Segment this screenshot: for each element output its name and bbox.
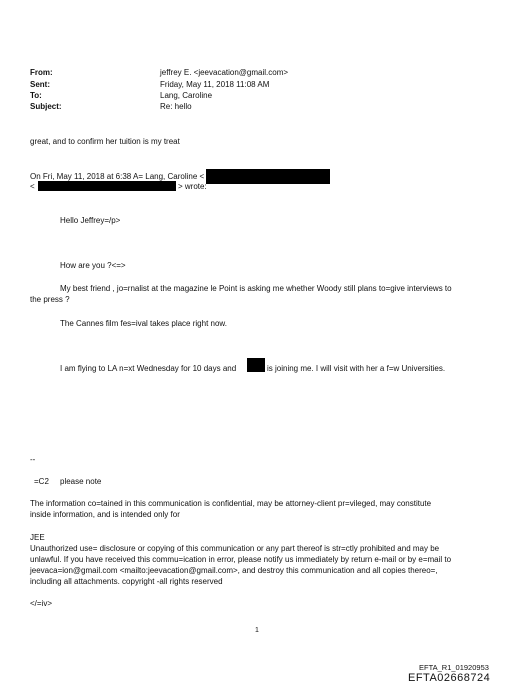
to-value: Lang, Caroline <box>160 91 213 100</box>
bates-number-small: EFTA_R1_01920953 <box>419 663 489 672</box>
quote-intro-line-1: On Fri, May 11, 2018 at 6:38 A= Lang, Caroline < <box>30 172 205 181</box>
to-label: To: <box>30 91 42 100</box>
confidential-line-2: inside information, and is intended only for <box>30 510 180 519</box>
unauthorized-line-2: unlawful. If you have received this commu=ication in error, please notify us immediately by return e-mail or by e=mail to <box>30 555 452 564</box>
subject-label: Subject: <box>30 102 62 111</box>
how-are-you-line: How are you ?<=> <box>60 261 126 270</box>
quote-intro-line-2-end: > wrote: <box>178 182 207 191</box>
redaction-email-2 <box>38 181 176 191</box>
unauthorized-line-4: including all attachments. copyright -all rights reserved <box>30 577 223 586</box>
quote-intro-line-2-start: < <box>30 182 35 191</box>
closing-tag: </=iv> <box>30 599 53 608</box>
from-label: From: <box>30 68 53 77</box>
sent-value: Friday, May 11, 2018 11:08 AM <box>160 80 270 89</box>
sent-label: Sent: <box>30 80 50 89</box>
flying-line-end: is joining me. I will visit with her a f=w Universities. <box>267 364 446 373</box>
please-note: please note <box>60 477 102 486</box>
jee-line: JEE <box>30 533 45 542</box>
reply-line: great, and to confirm her tuition is my treat <box>30 137 180 146</box>
bates-number-large: EFTA02668724 <box>408 672 491 684</box>
greeting: Hello Jeffrey=/p> <box>60 216 121 225</box>
redaction-name <box>247 358 265 372</box>
friend-line-1: My best friend , jo=rnalist at the magazine le Point is asking me whether Woody still plans to=give interviews to <box>60 284 452 293</box>
cannes-line: The Cannes film fes=ival takes place right now. <box>60 319 227 328</box>
redaction-email-1 <box>206 169 330 184</box>
signature-dashes: -- <box>30 455 36 464</box>
page-number: 1 <box>255 627 259 634</box>
from-value: jeffrey E. <jeevacation@gmail.com> <box>160 68 289 77</box>
subject-value: Re: hello <box>160 102 192 111</box>
friend-line-2: the press ? <box>30 295 70 304</box>
c2-code: =C2 <box>34 477 49 486</box>
unauthorized-line-1: Unauthorized use= disclosure or copying of this communication or any part thereof is str=ctly prohibited and may be <box>30 544 440 553</box>
flying-line-start: I am flying to LA n=xt Wednesday for 10 days and <box>60 364 237 373</box>
unauthorized-line-3: jeevaca=ion@gmail.com <mailto:jeevacation@gmail.com>, and destroy this communication and all copies thereo=, <box>30 566 438 575</box>
confidential-line-1: The information co=tained in this communication is confidential, may be attorney-client pr=vileged, may constitute <box>30 499 432 508</box>
